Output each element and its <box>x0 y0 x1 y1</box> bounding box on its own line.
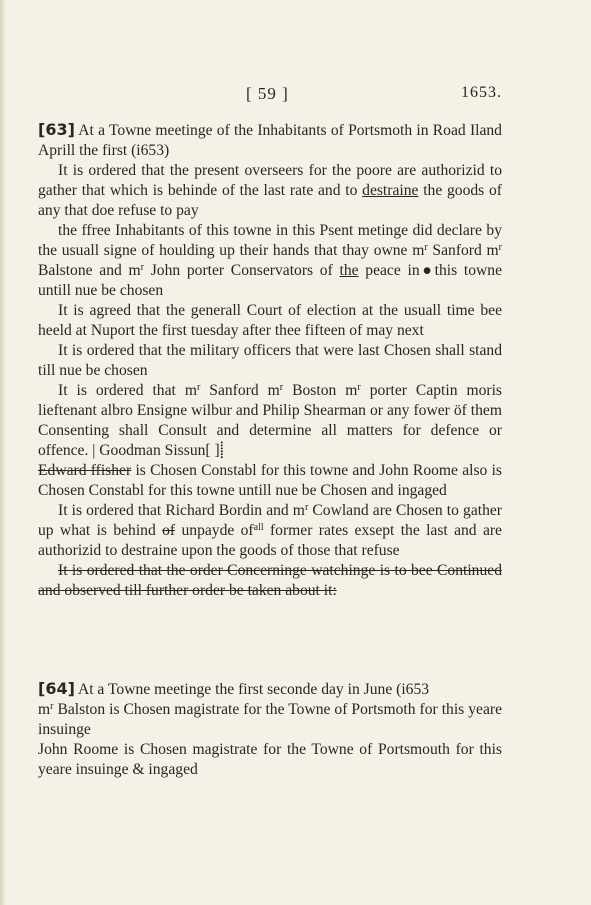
paragraph-text: porter Captin moris lieftenant albro Ensigne wilbur and Philip Shearman or any fower öf them Consenting shall Consult and determine all matters for defence or offence. | Goodman Sissun[ ]⸽ <box>38 382 502 459</box>
paragraph <box>38 501 502 561</box>
paragraph-text: It is ordered that m <box>58 382 197 399</box>
underlined-word: destraine <box>362 182 419 199</box>
paragraph-text: Boston m <box>292 382 358 399</box>
entry-number: [64] <box>38 679 75 698</box>
underlined-word: the <box>339 262 359 279</box>
paragraph-text: It is ordered that Richard Bordin and m <box>58 502 305 519</box>
paragraph <box>38 461 502 501</box>
struck-text: of <box>162 522 176 539</box>
paragraph-text: Sanford m <box>209 382 280 399</box>
superscript: r <box>196 382 201 393</box>
document-body <box>38 120 502 780</box>
struck-text: Edward ffisher <box>38 462 132 479</box>
superscript: r <box>304 502 309 513</box>
page-header <box>38 84 502 108</box>
paragraph <box>38 561 502 601</box>
paragraph <box>38 341 502 381</box>
paragraph-text: m <box>38 701 51 718</box>
entry-64 <box>38 679 502 780</box>
entry-63-heading <box>38 120 502 161</box>
entry-63 <box>38 120 502 601</box>
superscript: r <box>279 382 284 393</box>
paragraph-text: former rates exsept the last and are authorizid to destraine upon the goods of those that refuse <box>38 522 502 559</box>
paragraph-text: Sanford m <box>432 242 499 259</box>
paragraph-text: Balstone and m <box>38 262 141 279</box>
page-year: 1653. <box>461 84 502 101</box>
struck-text: It is ordered that the order Concerninge watchinge is to bee Continued and observed till further order be taken about it: <box>38 562 502 599</box>
paragraph <box>38 700 502 740</box>
superscript: r <box>50 701 54 712</box>
paragraph <box>38 221 502 301</box>
paragraph-text: John Roome is Chosen magistrate for the Towne of Portsmouth for this yeare insuinge & ingaged <box>38 741 502 778</box>
paragraph-text: the goods of any that doe refuse to pay <box>38 182 502 219</box>
page-number: [ 59 ] <box>246 84 289 103</box>
paragraph-text: Balston is Chosen magistrate for the Towne of Portsmoth for this yeare insuinge <box>38 701 502 738</box>
paragraph <box>38 740 502 780</box>
superscript: r <box>424 242 428 253</box>
paragraph-text: At a Towne meetinge of the Inhabitants of Portsmoth in Road Iland Aprill the first (i653) <box>38 122 502 159</box>
paragraph-text: unpayde of <box>181 522 254 539</box>
paragraph-text: John porter Conservators of <box>150 262 333 279</box>
paragraph <box>38 161 502 221</box>
paragraph-text: peace in●this towne untill nue be chosen <box>38 262 503 299</box>
paragraph-text: At a Towne meetinge the first seconde day in June (i653 <box>77 681 430 698</box>
superscript: r <box>498 242 502 253</box>
entry-number: [63] <box>38 120 75 139</box>
paragraph <box>38 381 502 461</box>
superscript: r <box>140 262 144 273</box>
superscript: r <box>357 382 361 393</box>
paragraph-text: the ffree Inhabitants of this towne in this Psent metinge did declare by the usuall signe of houlding up their hands that thay owne m <box>38 222 502 259</box>
page-edge <box>0 0 6 905</box>
paragraph-text: Cowland are Chosen to gather up what is behind <box>38 502 502 539</box>
paragraph-text: is Chosen Constabl for this towne and John Roome also is Chosen Constabl for this towne untill nue be Chosen and ingaged <box>38 462 502 499</box>
entry-64-heading <box>38 679 502 700</box>
paragraph <box>38 301 502 341</box>
paragraph-text: It is agreed that the generall Court of election at the usuall time bee heeld at Nuport the first tuesday after thee fifteen of may next <box>38 302 502 339</box>
paragraph-text: It is ordered that the military officers that were last Chosen shall stand till nue be chosen <box>38 342 502 379</box>
paragraph-text: It is ordered that the present overseers for the poore are authorizid to gather that which is behinde of the last rate and to <box>38 162 502 199</box>
entry-gap <box>38 601 502 679</box>
superscript: all <box>253 522 264 533</box>
